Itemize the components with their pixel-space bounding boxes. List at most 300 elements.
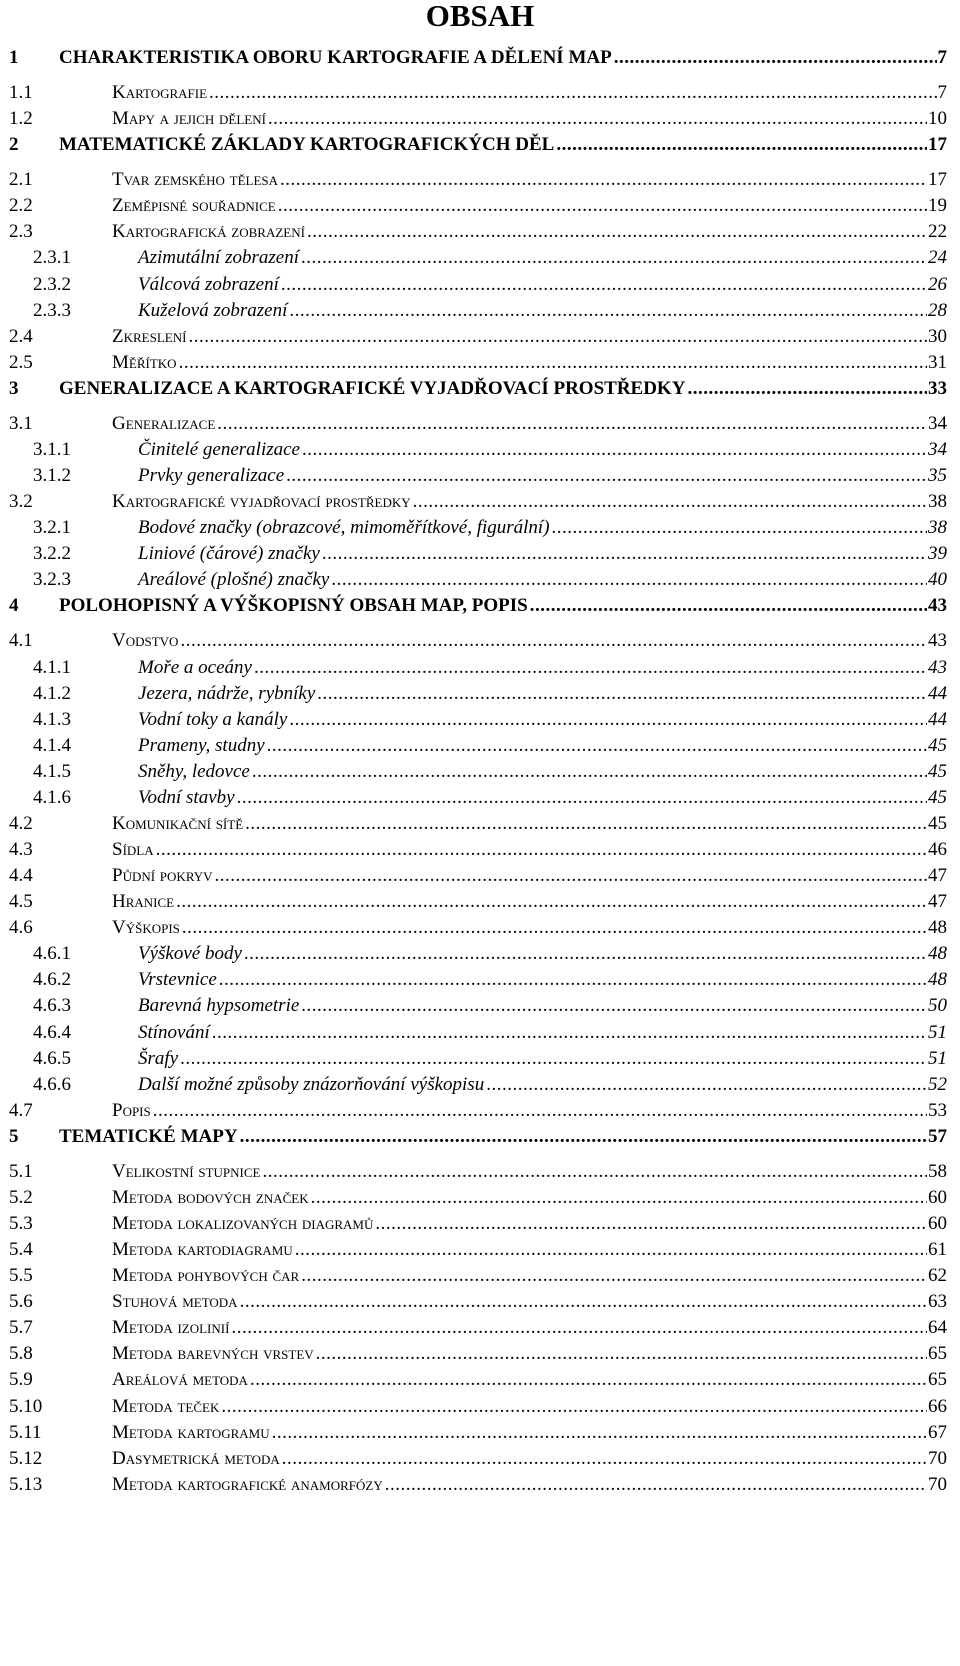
toc-entry-line — [138, 244, 947, 271]
toc-entry-number: 5.10 — [9, 1396, 43, 1417]
dot-leader — [278, 192, 927, 219]
toc-entry-number: 4.7 — [9, 1100, 33, 1121]
toc-entry-page: 31 — [928, 352, 947, 373]
toc-entry-title: Kartografické vyjadřovací prostředky — [112, 491, 411, 512]
toc-entry-number: 5.4 — [9, 1239, 33, 1260]
toc-entry-page: 40 — [928, 569, 947, 590]
toc-entry-number: 1.1 — [9, 82, 33, 103]
toc-entry-line — [112, 1236, 947, 1263]
dot-leader — [188, 323, 927, 350]
toc-entry[interactable] — [0, 1262, 960, 1289]
toc-entry[interactable] — [0, 1314, 960, 1341]
toc-entry-page: 62 — [928, 1265, 947, 1286]
toc-entry-title: Bodové značky (obrazcové, mimoměřítkové, figurální) — [138, 517, 550, 538]
dot-leader — [240, 1288, 927, 1315]
toc-entry-line — [112, 79, 947, 106]
toc-entry-title: TEMATICKÉ MAPY — [59, 1126, 238, 1147]
toc-entry-title: Kuželová zobrazení — [138, 300, 288, 321]
dot-leader — [614, 44, 937, 71]
toc-entry[interactable] — [0, 784, 960, 811]
toc-entry-line — [138, 462, 947, 489]
toc-entry[interactable] — [0, 1019, 960, 1046]
toc-entry-page: 43 — [928, 595, 947, 616]
toc-entry-number: 1.2 — [9, 108, 33, 129]
toc-entry[interactable] — [0, 1393, 960, 1420]
toc-entry-title: Generalizace — [112, 413, 216, 434]
toc-entry-line — [138, 940, 947, 967]
toc-entry-line — [112, 1445, 947, 1472]
toc-entry-number: 5.13 — [9, 1474, 43, 1495]
dot-leader — [254, 654, 927, 681]
toc-entry-line — [112, 1340, 947, 1367]
dot-leader — [217, 410, 927, 437]
dot-leader — [179, 349, 927, 376]
toc-entry-page: 51 — [928, 1048, 947, 1069]
toc-entry-number: 2.3 — [9, 221, 33, 242]
toc-entry[interactable] — [0, 810, 960, 837]
toc-entry[interactable] — [0, 732, 960, 759]
toc-entry-title: Komunikační sítě — [112, 813, 244, 834]
dot-leader — [301, 1262, 927, 1289]
toc-entry-title: Hranice — [112, 891, 175, 912]
toc-entry-line — [138, 680, 947, 707]
toc-entry-page: 48 — [928, 917, 947, 938]
toc-entry-page: 58 — [928, 1161, 947, 1182]
toc-entry-line — [112, 1288, 947, 1315]
dot-leader — [180, 627, 927, 654]
toc-entry-number: 4.6 — [9, 917, 33, 938]
dot-leader — [245, 810, 927, 837]
toc-entry-line — [112, 1184, 947, 1211]
toc-entry-page: 43 — [928, 630, 947, 651]
toc-entry-page: 51 — [928, 1022, 947, 1043]
toc-entry-page: 35 — [928, 465, 947, 486]
toc-entry-page: 52 — [928, 1074, 947, 1095]
toc-entry-number: 4.5 — [9, 891, 33, 912]
toc-entry-line — [59, 1123, 947, 1150]
toc-entry-title: Metoda bodových značek — [112, 1187, 309, 1208]
dot-leader — [413, 488, 927, 515]
toc-entry-title: Výškové body — [138, 943, 242, 964]
toc-entry-title: Barevná hypsometrie — [138, 995, 300, 1016]
toc-entry-title: Areálová metoda — [112, 1369, 248, 1390]
toc-entry-title: Azimutální zobrazení — [138, 247, 299, 268]
toc-entry-title: Areálové (plošné) značky — [138, 569, 330, 590]
toc-entry-page: 33 — [928, 378, 947, 399]
toc-entry-page: 70 — [928, 1474, 947, 1495]
toc-entry-line — [138, 1019, 947, 1046]
toc-entry-line — [112, 836, 947, 863]
toc-entry[interactable] — [0, 680, 960, 707]
dot-leader — [156, 836, 927, 863]
toc-entry-line — [138, 1045, 947, 1072]
toc-entry-title: Prvky generalizace — [138, 465, 285, 486]
toc-entry[interactable] — [0, 566, 960, 593]
toc-entry[interactable] — [0, 1097, 960, 1124]
toc-entry-line — [112, 410, 947, 437]
toc-entry[interactable] — [0, 462, 960, 489]
dot-leader — [302, 436, 927, 463]
toc-entry-title: Kartografie — [112, 82, 208, 103]
dot-leader — [182, 914, 927, 941]
toc-entry-number: 4.6.6 — [33, 1074, 71, 1095]
toc-entry-title: Metoda kartografické anamorfózy — [112, 1474, 383, 1495]
toc-entry[interactable] — [0, 271, 960, 298]
toc-entry-title: Prameny, studny — [138, 735, 265, 756]
dot-leader — [280, 166, 927, 193]
toc-entry[interactable] — [0, 1071, 960, 1098]
toc-entry[interactable] — [0, 349, 960, 376]
toc-entry[interactable] — [0, 1366, 960, 1393]
toc-entry-page: 63 — [928, 1291, 947, 1312]
toc-entry-title: Mapy a jejich dělení — [112, 108, 266, 129]
toc-entry[interactable] — [0, 1236, 960, 1263]
toc-entry-page: 67 — [928, 1422, 947, 1443]
dot-leader — [237, 784, 927, 811]
toc-entry[interactable] — [0, 706, 960, 733]
toc-entry[interactable] — [0, 992, 960, 1019]
toc-entry-number: 5.8 — [9, 1343, 33, 1364]
toc-entry-number: 4.1 — [9, 630, 33, 651]
toc-entry-title: Sídla — [112, 839, 154, 860]
toc-entry-number: 3.2 — [9, 491, 33, 512]
toc-entry[interactable] — [0, 44, 960, 71]
toc-entry-number: 5.3 — [9, 1213, 33, 1234]
toc-entry-line — [138, 1071, 947, 1098]
toc-entry[interactable] — [0, 297, 960, 324]
dot-leader — [244, 940, 927, 967]
toc-entry-line — [59, 131, 947, 158]
toc-entry[interactable] — [0, 436, 960, 463]
dot-leader — [289, 706, 927, 733]
toc-entry[interactable] — [0, 1340, 960, 1367]
toc-entry-number: 5.2 — [9, 1187, 33, 1208]
toc-entry[interactable] — [0, 940, 960, 967]
toc-entry-number: 2.3.2 — [33, 274, 71, 295]
toc-entry-line — [112, 862, 947, 889]
toc-entry[interactable] — [0, 244, 960, 271]
toc-entry-page: 7 — [937, 82, 947, 103]
toc-entry-number: 4.6.5 — [33, 1048, 71, 1069]
dot-leader — [268, 105, 927, 132]
toc-entry-number: 4.1.3 — [33, 709, 71, 730]
toc-entry-title: Metoda teček — [112, 1396, 220, 1417]
toc-entry-title: Metoda izolinií — [112, 1317, 230, 1338]
toc-entry[interactable] — [0, 862, 960, 889]
toc-entry-title: Kartografická zobrazení — [112, 221, 305, 242]
toc-entry-line — [112, 888, 947, 915]
dot-leader — [322, 540, 927, 567]
toc-entry[interactable] — [0, 105, 960, 132]
toc-entry[interactable] — [0, 1158, 960, 1185]
toc-entry-line — [112, 914, 947, 941]
toc-entry[interactable] — [0, 166, 960, 193]
dot-leader — [316, 1340, 927, 1367]
toc-entry[interactable] — [0, 192, 960, 219]
dot-leader — [252, 758, 927, 785]
dot-leader — [212, 1019, 927, 1046]
dot-leader — [272, 1419, 927, 1446]
toc-entry-line — [112, 1314, 947, 1341]
toc-entry-line — [138, 732, 947, 759]
toc-entry-number: 4.1.2 — [33, 683, 71, 704]
toc-entry-page: 44 — [928, 709, 947, 730]
toc-entry-page: 60 — [928, 1213, 947, 1234]
toc-entry-title: Moře a oceány — [138, 657, 252, 678]
toc-entry[interactable] — [0, 540, 960, 567]
dot-leader — [301, 992, 927, 1019]
dot-leader — [231, 1314, 927, 1341]
toc-entry[interactable] — [0, 1210, 960, 1237]
dot-leader — [209, 79, 936, 106]
dot-leader — [180, 1045, 927, 1072]
toc-entry-title: Vrstevnice — [138, 969, 217, 990]
dot-leader — [282, 1445, 927, 1472]
toc-entry-line — [138, 758, 947, 785]
toc-entry[interactable] — [0, 323, 960, 350]
dot-leader — [307, 218, 927, 245]
toc-entry-page: 70 — [928, 1448, 947, 1469]
toc-entry-title: Půdní pokryv — [112, 865, 213, 886]
toc-entry-title: Vodní toky a kanály — [138, 709, 288, 730]
toc-entry-number: 1 — [9, 47, 19, 68]
toc-entry[interactable] — [0, 1419, 960, 1446]
toc-entry-page: 50 — [928, 995, 947, 1016]
toc-entry-line — [138, 297, 947, 324]
toc-entry-line — [138, 654, 947, 681]
toc-entry-number: 4.1.6 — [33, 787, 71, 808]
toc-entry-line — [59, 592, 947, 619]
toc-entry-number: 2.1 — [9, 169, 33, 190]
toc-entry-number: 3.1 — [9, 413, 33, 434]
toc-entry-title: CHARAKTERISTIKA OBORU KARTOGRAFIE A DĚLENÍ MAP — [59, 47, 612, 68]
toc-entry-title: Popis — [112, 1100, 151, 1121]
toc-entry-line — [59, 375, 947, 402]
dot-leader — [556, 131, 927, 158]
toc-entry-number: 3.1.1 — [33, 439, 71, 460]
toc-entry-page: 57 — [928, 1126, 947, 1147]
toc-entry-line — [138, 540, 947, 567]
toc-entry-number: 5.12 — [9, 1448, 43, 1469]
toc-entry-number: 3 — [9, 378, 19, 399]
toc-entry-title: Válcová zobrazení — [138, 274, 279, 295]
toc-entry-line — [112, 1158, 947, 1185]
toc-entry-line — [112, 105, 947, 132]
toc-entry[interactable] — [0, 654, 960, 681]
toc-entry-number: 2.4 — [9, 326, 33, 347]
toc-entry-title: Metoda kartodiagramu — [112, 1239, 293, 1260]
toc-entry[interactable] — [0, 488, 960, 515]
toc-entry-line — [138, 992, 947, 1019]
page-title: OBSAH — [425, 0, 535, 33]
toc-entry-title: Zeměpisné souřadnice — [112, 195, 276, 216]
toc-entry-page: 45 — [928, 787, 947, 808]
toc-entry-line — [112, 323, 947, 350]
dot-leader — [267, 732, 927, 759]
toc-entry-number: 3.2.1 — [33, 517, 71, 538]
dot-leader — [530, 592, 927, 619]
toc-entry-title: Stínování — [138, 1022, 210, 1043]
toc-entry[interactable] — [0, 888, 960, 915]
toc-entry-line — [112, 1366, 947, 1393]
dot-leader — [153, 1097, 927, 1124]
toc-entry[interactable] — [0, 410, 960, 437]
toc-entry-line — [138, 966, 947, 993]
toc-entry-page: 28 — [928, 300, 947, 321]
toc-entry-page: 38 — [928, 517, 947, 538]
dot-leader — [262, 1158, 927, 1185]
toc-entry-page: 47 — [928, 891, 947, 912]
toc-entry[interactable] — [0, 966, 960, 993]
dot-leader — [311, 1184, 927, 1211]
toc-entry-title: MATEMATICKÉ ZÁKLADY KARTOGRAFICKÝCH DĚL — [59, 134, 555, 155]
toc-entry-title: Činitelé generalizace — [138, 439, 300, 460]
toc-entry-line — [112, 627, 947, 654]
toc-entry-number: 5.9 — [9, 1369, 33, 1390]
toc-entry-line — [138, 271, 947, 298]
toc-entry[interactable] — [0, 514, 960, 541]
toc-entry-title: Výškopis — [112, 917, 180, 938]
toc-entry-line — [112, 1210, 947, 1237]
dot-leader — [281, 271, 927, 298]
toc-entry[interactable] — [0, 592, 960, 619]
toc-entry-number: 4.6.2 — [33, 969, 71, 990]
toc-entry-page: 26 — [928, 274, 947, 295]
toc-entry[interactable] — [0, 627, 960, 654]
toc-entry-title: Další možné způsoby znázorňování výškopisu — [138, 1074, 485, 1095]
dot-leader — [486, 1071, 927, 1098]
toc-entry-number: 2 — [9, 134, 19, 155]
toc-entry-page: 53 — [928, 1100, 947, 1121]
toc-entry-number: 5.5 — [9, 1265, 33, 1286]
toc-entry-page: 47 — [928, 865, 947, 886]
toc-entry[interactable] — [0, 1045, 960, 1072]
toc-entry-line — [138, 566, 947, 593]
toc-entry-line — [138, 706, 947, 733]
toc-entry-line — [112, 1262, 947, 1289]
toc-entry[interactable] — [0, 1288, 960, 1315]
toc-entry-number: 4.6.4 — [33, 1022, 71, 1043]
toc-entry-title: Stuhová metoda — [112, 1291, 238, 1312]
toc-entry-number: 4 — [9, 595, 19, 616]
dot-leader — [375, 1210, 927, 1237]
toc-entry[interactable] — [0, 836, 960, 863]
dot-leader — [687, 375, 927, 402]
toc-entry[interactable] — [0, 758, 960, 785]
toc-entry[interactable] — [0, 1184, 960, 1211]
toc-entry-line — [112, 1471, 947, 1498]
toc-entry[interactable] — [0, 1123, 960, 1150]
dot-leader — [286, 462, 927, 489]
toc-entry[interactable] — [0, 1445, 960, 1472]
toc-entry[interactable] — [0, 79, 960, 106]
toc-entry-title: Metoda lokalizovaných diagramů — [112, 1213, 374, 1234]
toc-entry-page: 45 — [928, 761, 947, 782]
toc-entry-line — [112, 218, 947, 245]
toc-entry-line — [112, 349, 947, 376]
toc-entry-number: 4.2 — [9, 813, 33, 834]
toc-entry-number: 2.2 — [9, 195, 33, 216]
toc-entry-number: 4.6.3 — [33, 995, 71, 1016]
toc-entry-number: 4.1.4 — [33, 735, 71, 756]
toc-entry-page: 34 — [928, 439, 947, 460]
toc-entry-number: 3.1.2 — [33, 465, 71, 486]
dot-leader — [219, 966, 927, 993]
toc-entry-title: Šrafy — [138, 1048, 179, 1069]
toc-entry-number: 2.3.3 — [33, 300, 71, 321]
toc-entry-page: 60 — [928, 1187, 947, 1208]
toc-entry-title: Velikostní stupnice — [112, 1161, 261, 1182]
toc-entry-page: 46 — [928, 839, 947, 860]
toc-entry[interactable] — [0, 1471, 960, 1498]
toc-entry-page: 39 — [928, 543, 947, 564]
toc-entry-line — [112, 192, 947, 219]
toc-entry-title: Metoda barevných vrstev — [112, 1343, 314, 1364]
toc-entry[interactable] — [0, 375, 960, 402]
toc-entry-page: 44 — [928, 683, 947, 704]
toc-entry-title: GENERALIZACE A KARTOGRAFICKÉ VYJADŘOVACÍ PROSTŘEDKY — [59, 378, 686, 399]
toc-entry-line — [59, 44, 947, 71]
toc-entry-line — [112, 1393, 947, 1420]
toc-entry[interactable] — [0, 218, 960, 245]
toc-entry-number: 5.1 — [9, 1161, 33, 1182]
toc-entry-line — [138, 514, 947, 541]
toc-entry-title: Vodstvo — [112, 630, 179, 651]
toc-entry-page: 64 — [928, 1317, 947, 1338]
toc-entry-title: Metoda kartogramu — [112, 1422, 270, 1443]
dot-leader — [176, 888, 927, 915]
toc-entry-number: 5.11 — [9, 1422, 42, 1443]
toc-entry-number: 3.2.3 — [33, 569, 71, 590]
dot-leader — [295, 1236, 927, 1263]
toc-entry-page: 7 — [937, 47, 947, 68]
toc-entry-title: Zkreslení — [112, 326, 187, 347]
toc-entry-page: 17 — [928, 169, 947, 190]
dot-leader — [289, 297, 927, 324]
toc-entry-line — [112, 1097, 947, 1124]
toc-entry-page: 43 — [928, 657, 947, 678]
toc-entry[interactable] — [0, 131, 960, 158]
dot-leader — [301, 244, 927, 271]
toc-entry-page: 34 — [928, 413, 947, 434]
toc-entry-page: 66 — [928, 1396, 947, 1417]
toc-entry-title: Metoda pohybových čar — [112, 1265, 300, 1286]
toc-entry-page: 19 — [928, 195, 947, 216]
toc-entry-number: 4.6.1 — [33, 943, 71, 964]
toc-entry-page: 65 — [928, 1343, 947, 1364]
toc-entry-number: 3.2.2 — [33, 543, 71, 564]
toc-entry-line — [112, 810, 947, 837]
toc-entry-title: Jezera, nádrže, rybníky — [138, 683, 316, 704]
dot-leader — [221, 1393, 927, 1420]
toc-entry-title: POLOHOPISNÝ A VÝŠKOPISNÝ OBSAH MAP, POPIS — [59, 595, 528, 616]
toc-entry-number: 4.1.1 — [33, 657, 71, 678]
dot-leader — [317, 680, 927, 707]
toc-entry-page: 61 — [928, 1239, 947, 1260]
toc-entry-number: 5 — [9, 1126, 19, 1147]
dot-leader — [215, 862, 927, 889]
toc-entry-page: 65 — [928, 1369, 947, 1390]
toc-entry-title: Liniové (čárové) značky — [138, 543, 320, 564]
dot-leader — [240, 1123, 927, 1150]
toc-entry[interactable] — [0, 914, 960, 941]
toc-entry-number: 4.3 — [9, 839, 33, 860]
toc-entry-title: Vodní stavby — [138, 787, 235, 808]
toc-entry-page: 10 — [928, 108, 947, 129]
toc-entry-line — [138, 784, 947, 811]
dot-leader — [250, 1366, 927, 1393]
toc-entry-title: Měřítko — [112, 352, 177, 373]
